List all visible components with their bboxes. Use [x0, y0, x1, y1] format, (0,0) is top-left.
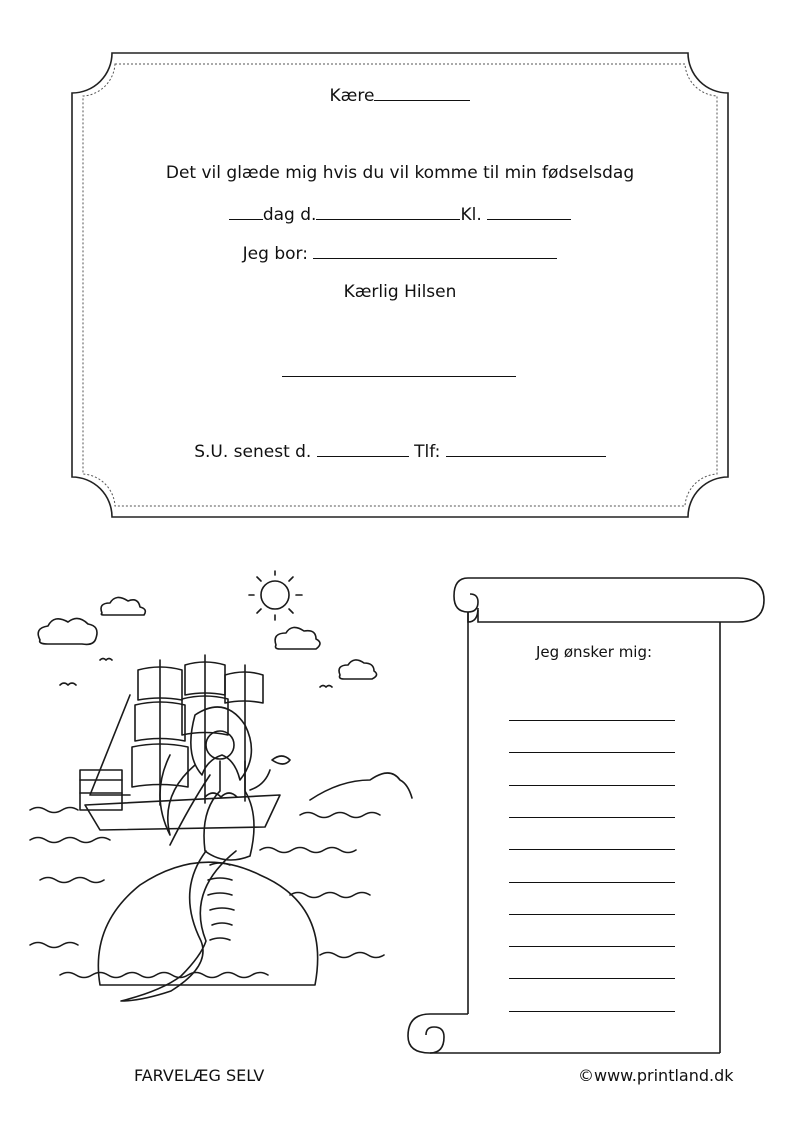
wishlist-line[interactable]	[509, 849, 675, 850]
wishlist-line[interactable]	[509, 978, 675, 979]
wishlist-line[interactable]	[509, 946, 675, 947]
greeting-label: Kære	[329, 86, 375, 106]
wishlist-line[interactable]	[509, 1011, 675, 1012]
wishlist-line[interactable]	[509, 785, 675, 786]
phone-label: Tlf:	[414, 442, 441, 462]
invite-text: Det vil glæde mig hvis du vil komme til min fødselsdag	[165, 163, 635, 183]
date-day-label: dag d.	[262, 205, 317, 225]
wishlist-title: Jeg ønsker mig:	[535, 643, 653, 661]
wishlist-line[interactable]	[509, 720, 675, 721]
wishlist-line[interactable]	[509, 914, 675, 915]
footer-right[interactable]: ©www.printland.dk	[578, 1066, 734, 1085]
closing-text: Kærlig Hilsen	[343, 282, 457, 302]
rsvp-label: S.U. senest d.	[194, 442, 312, 462]
wishlist-line[interactable]	[509, 817, 675, 818]
time-label: Kl.	[460, 205, 482, 225]
address-label: Jeg bor:	[242, 244, 308, 264]
footer-left: FARVELÆG SELV	[134, 1066, 265, 1085]
wishlist-line[interactable]	[509, 752, 675, 753]
wishlist-line[interactable]	[509, 882, 675, 883]
